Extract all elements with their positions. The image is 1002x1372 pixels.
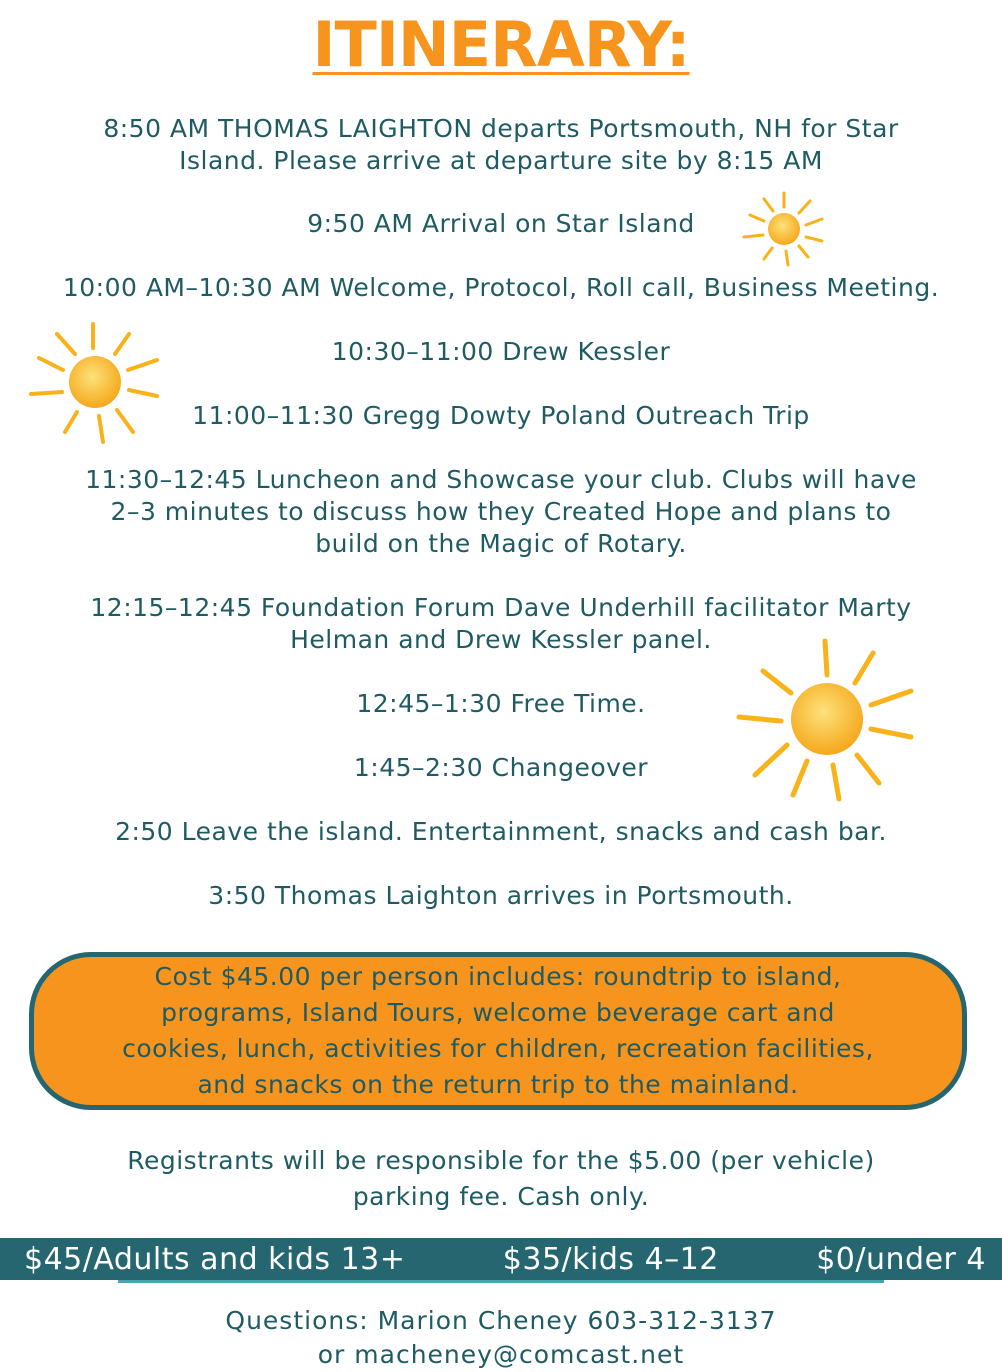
contact-info: Questions: Marion Cheney 603-312-3137 or macheney@comcast.net [225,1306,777,1369]
schedule-item-leave-island: 2:50 Leave the island. Entertainment, snacks and cash bar. [115,817,887,846]
price-kids: $35/kids 4–12 [502,1241,719,1277]
schedule-item-welcome: 10:00 AM–10:30 AM Welcome, Protocol, Roll call, Business Meeting. [62,273,940,302]
sun-icon [25,318,165,446]
parking-note: Registrants will be responsible for the $5.00 (per vehicle) parking fee. Cash only. [127,1146,875,1211]
schedule-item-outreach: 11:00–11:30 Gregg Dowty Poland Outreach Trip [192,401,810,430]
cost-text: Cost $45.00 per person includes: roundtrip to island, programs, Island Tours, welcome beverage cart and cookies, lunch, activities for children, recreation facilities, and snacks on the return trip to the mainland. [122,962,874,1099]
schedule-item-drew-kessler: 10:30–11:00 Drew Kessler [331,337,671,366]
sun-icon [738,188,830,270]
cost-callout [29,952,967,1110]
price-bar [0,1238,1002,1280]
price-adults: $45/Adults and kids 13+ [24,1241,406,1277]
schedule-item-changeover: 1:45–2:30 Changeover [353,753,649,782]
schedule-item-luncheon: 11:30–12:45 Luncheon and Showcase your club. Clubs will have 2–3 minutes to discuss how they Created Hope and plans to build on the Magic of Rotary. [85,465,917,558]
schedule-item-foundation-forum: 12:15–12:45 Foundation Forum Dave Underhill facilitator Marty Helman and Drew Kessler panel. [90,593,912,654]
page-title: ITINERARY: [312,8,690,81]
schedule-item-return: 3:50 Thomas Laighton arrives in Portsmouth. [208,881,794,910]
price-underline [118,1280,884,1283]
schedule-item-departure: 8:50 AM THOMAS LAIGHTON departs Portsmouth, NH for Star Island. Please arrive at departure site by 8:15 AM [103,114,899,175]
schedule-item-arrival: 9:50 AM Arrival on Star Island [307,209,695,238]
schedule-item-free-time: 12:45–1:30 Free Time. [356,689,646,718]
sun-icon [734,634,920,804]
price-under-4: $0/under 4 [816,1241,986,1277]
